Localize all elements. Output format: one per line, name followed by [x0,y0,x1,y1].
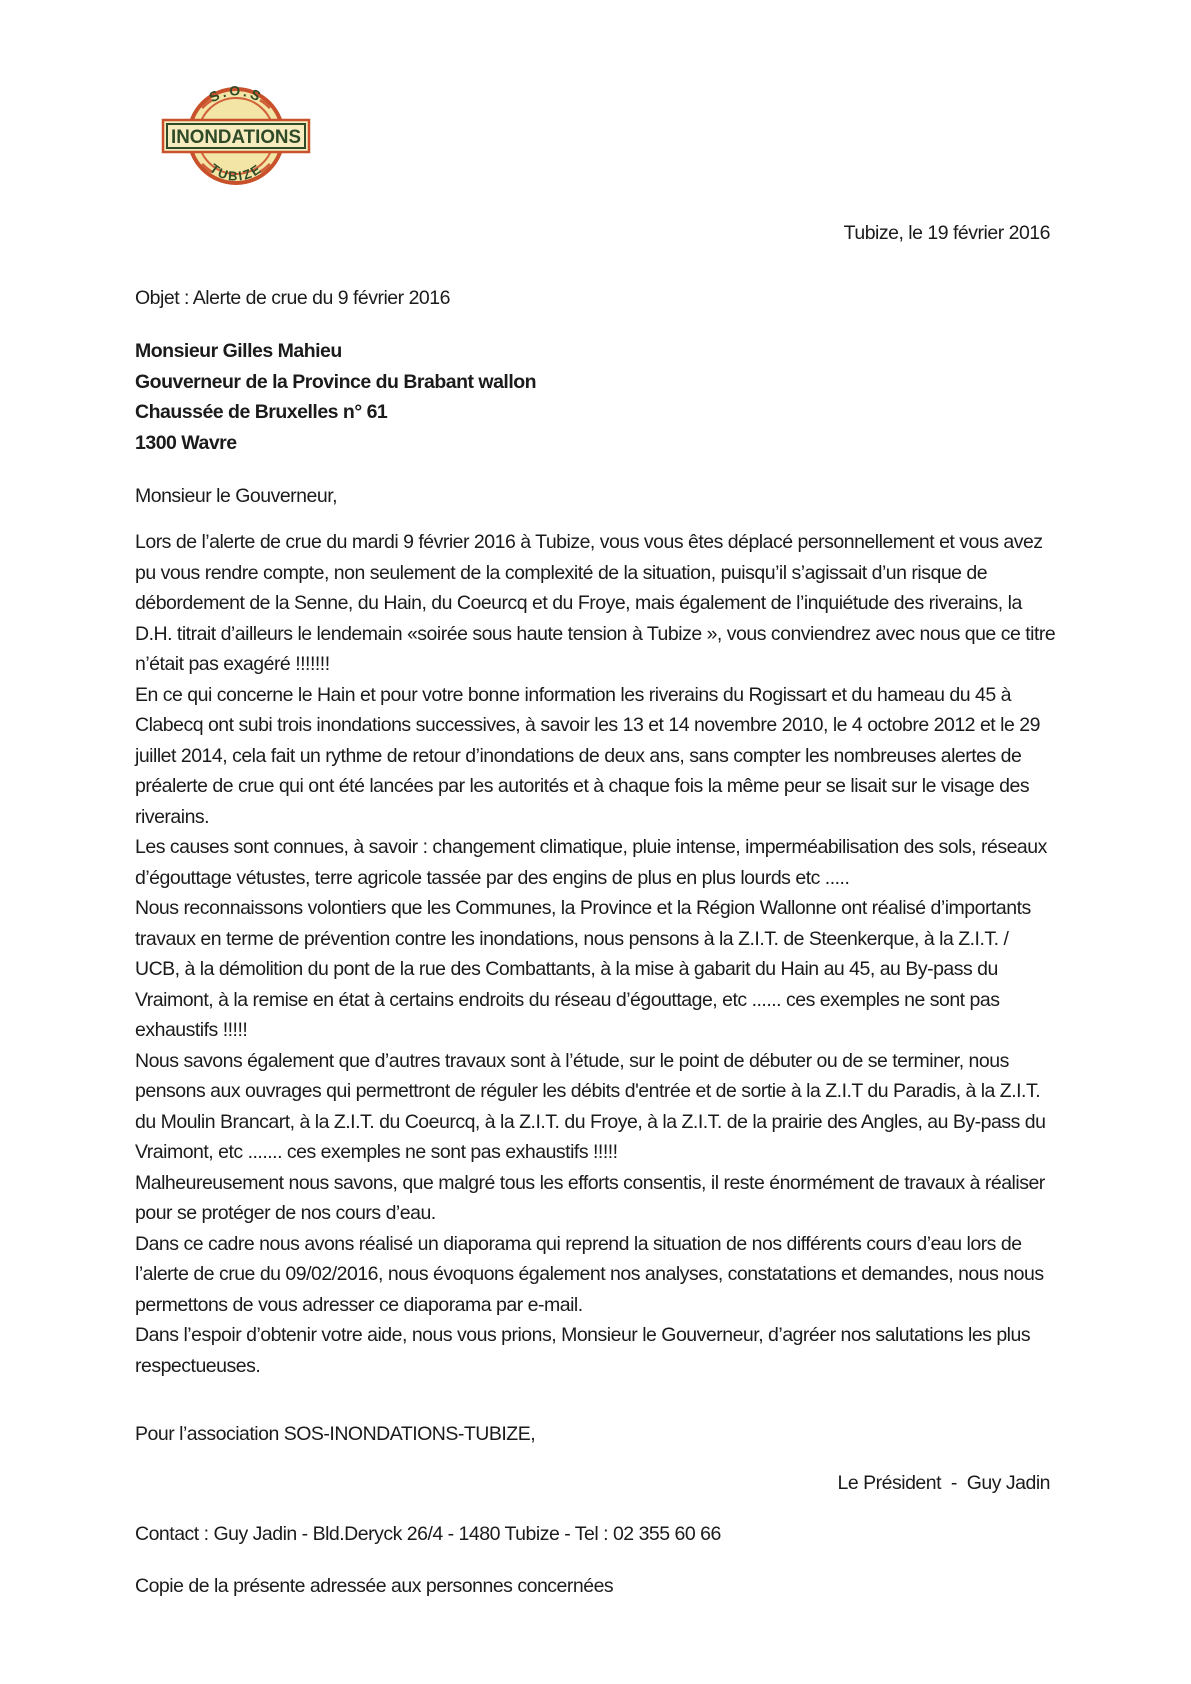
logo-tubize-text: TUBIZE [207,160,265,184]
recipient-title: Gouverneur de la Province du Brabant wallon [135,370,537,393]
subject-line: Objet : Alerte de crue du 9 février 2016 [135,287,450,309]
recipient-name: Monsieur Gilles Mahieu [135,340,342,362]
body-paragraph-7: Dans ce cadre nous avons réalisé un diaporama qui reprend la situation de nos différents cours d’eau lors de l’alerte de crue du 09/02/2016, nous évoquons également nos analyses, constatations et demandes, nous nous permettons de vous adresser ce diaporama par e-mail. [135,1232,1044,1316]
logo-inondations-text: INONDATIONS [171,127,301,148]
body-paragraph-8: Dans l’espoir d’obtenir votre aide, nous vous prions, Monsieur le Gouverneur, d’agréer nos salutations les plus respectueuses. [135,1324,1031,1377]
body-paragraph-6: Malheureusement nous savons, que malgré tous les efforts consentis, il reste énormément de travaux à réaliser pour se protéger de nos cours d’eau. [135,1171,1045,1224]
copy-note: Copie de la présente adressée aux personnes concernées [135,1575,614,1597]
body-paragraph-3: Les causes sont connues, à savoir : changement climatique, pluie intense, imperméabilisation des sols, réseaux d’égouttage vétustes, terre agricole tassée par des engins de plus en plus lourds etc ..... [135,836,1047,889]
signature-line: Le Président - Guy Jadin [837,1472,1050,1494]
salutation: Monsieur le Gouverneur, [135,485,338,507]
recipient-street: Chaussée de Bruxelles n° 61 [135,401,388,423]
date-line: Tubize, le 19 février 2016 [843,222,1050,244]
contact-line: Contact : Guy Jadin - Bld.Deryck 26/4 - 1480 Tubize - Tel : 02 355 60 66 [135,1523,721,1545]
body-paragraph-1: Lors de l’alerte de crue du mardi 9 février 2016 à Tubize, vous vous êtes déplacé personnellement et vous avez pu vous rendre compte, non seulement de la complexité de la situation, puisqu’il s’agissait d’un risque de débordement de la Senne, du Hain, du Coeurcq et du Froye, mais également de l’inquiétude des riverains, la D.H. titrait d’ailleurs le lendemain «soirée sous haute tension à Tubize », vous conviendrez avec nous que ce titre n’était pas exagéré !!!!!!! [135,531,1056,675]
association-line: Pour l’association SOS-INONDATIONS-TUBIZE, [135,1423,536,1445]
body-paragraph-2: En ce qui concerne le Hain et pour votre bonne information les riverains du Rogissart et du hameau du 45 à Clabecq ont subi trois inondations successives, à savoir les 13 et 14 novembre 2010, le 4 octobre 2012 et le 29 juillet 2014, cela fait un rythme de retour d’inondations de deux ans, sans compter les nombreuses alertes de préalerte de crue qui ont été lancées par les autorités et à chaque fois la même peur se lisait sur le visage des riverains. [135,683,1040,828]
sos-inondations-tubize-logo-graphic [160,82,312,194]
recipient-block [135,336,536,458]
recipient-city: 1300 Wavre [135,431,237,454]
association-logo [160,82,312,194]
letter-body [135,527,1057,1381]
body-paragraph-5: Nous savons également que d’autres travaux sont à l’étude, sur le point de débuter ou de se terminer, nous pensons aux ouvrages qui permettront de réguler les débits d'entrée et de sortie à la Z.I.T du Paradis, à la Z.I.T. du Moulin Brancart, à la Z.I.T. du Coeurcq, à la Z.I.T. du Froye, à la Z.I.T. de la prairie des Angles, au By-pass du Vraimont, etc ....... ces exemples ne sont pas exhaustifs !!!!! [135,1049,1046,1163]
logo-sos-text: S.O.S [206,82,266,106]
body-paragraph-4: Nous reconnaissons volontiers que les Communes, la Province et la Région Wallonne ont réalisé d’importants travaux en terme de prévention contre les inondations, nous pensons à la Z.I.T. de Steenkerque, à la Z.I.T. / UCB, à la démolition du pont de la rue des Combattants, à la mise à gabarit du Hain au 45, au By-pass du Vraimont, à la remise en état à certains endroits du réseau d’égouttage, etc ...... ces exemples ne sont pas exhaustifs !!!!! [135,897,1031,1041]
